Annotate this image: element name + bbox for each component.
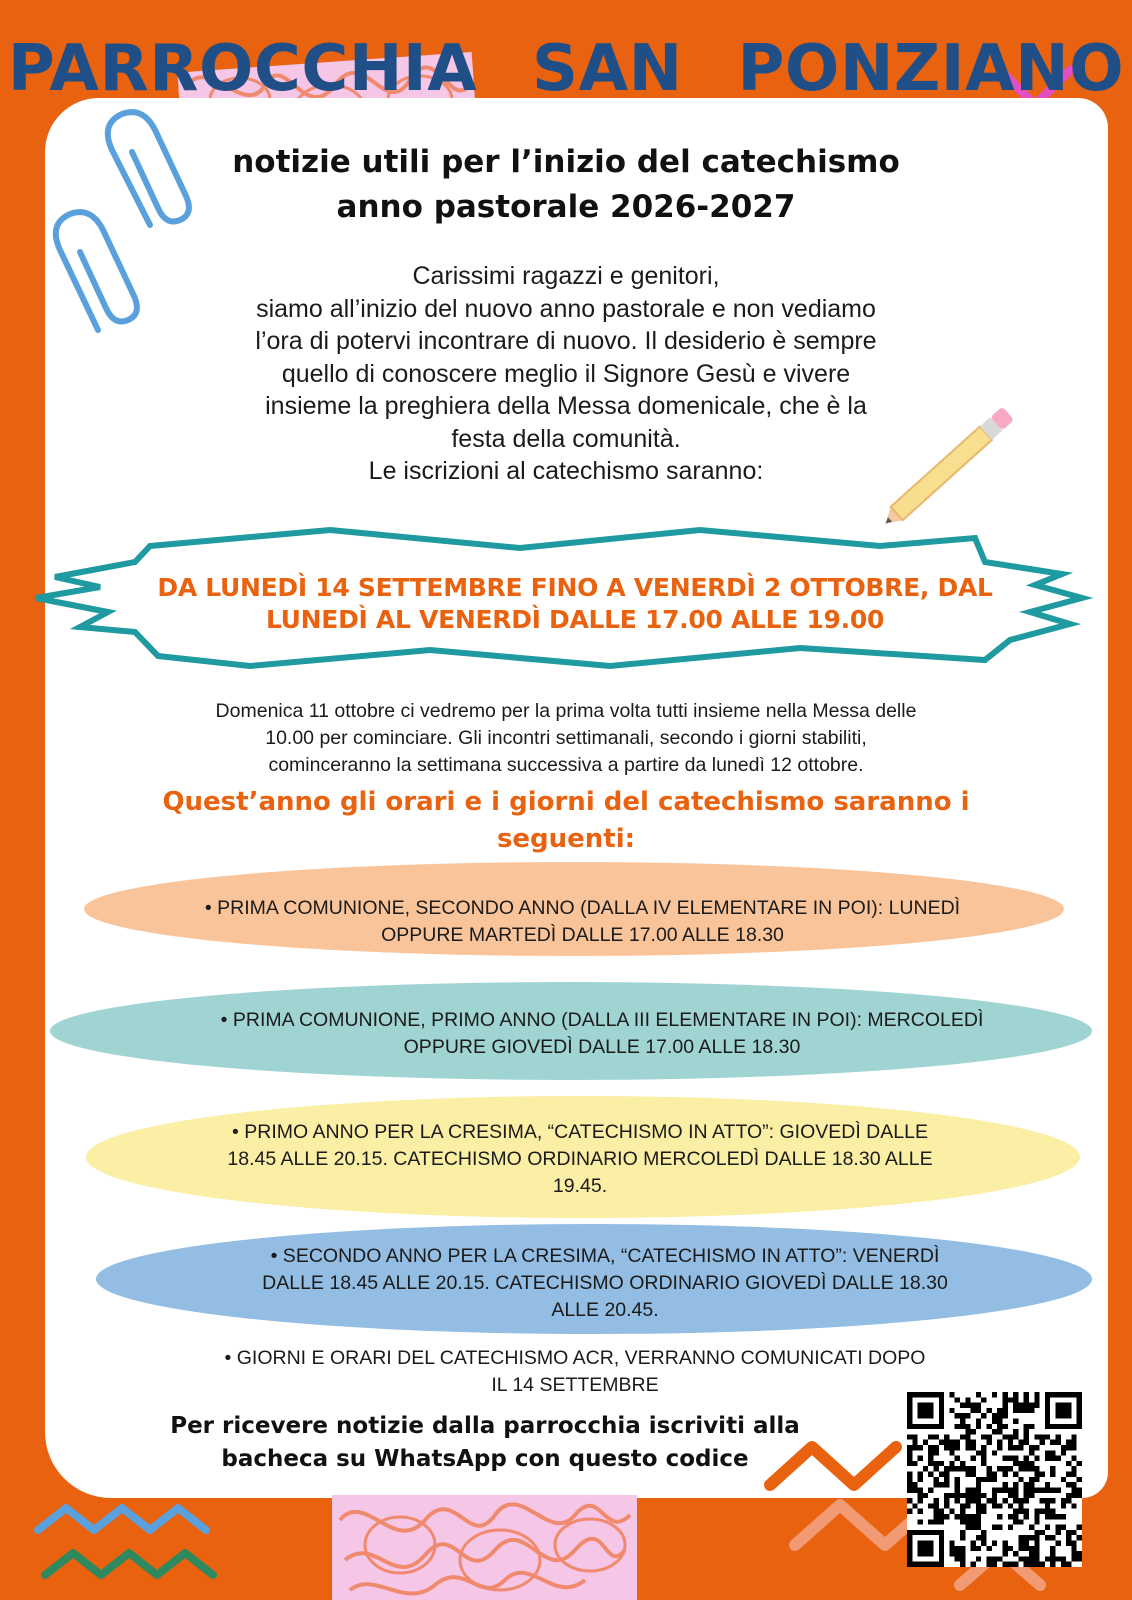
intro-line: Carissimi ragazzi e genitori,: [412, 262, 720, 290]
whatsapp-note: [120, 1410, 850, 1476]
schedule-line: • GIORNI E ORARI DEL CATECHISMO ACR, VERRANNO COMUNICATI DOPO: [224, 1347, 926, 1369]
registration-line: DA LUNEDÌ 14 SETTEMBRE FINO A VENERDÌ 2 OTTOBRE, DAL: [157, 573, 993, 602]
subtitle-line: notizie utili per l’inizio del catechismo: [232, 144, 900, 180]
schedule-line: DALLE 18.45 ALLE 20.15. CATECHISMO ORDINARIO GIOVEDÌ DALLE 18.30: [262, 1272, 948, 1294]
schedule-line: 19.45.: [552, 1175, 608, 1197]
whatsapp-line: bacheca su WhatsApp con questo codice: [221, 1446, 749, 1472]
schedule-line: 18.45 ALLE 20.15. CATECHISMO ORDINARIO MERCOLEDÌ DALLE 18.30 ALLE: [227, 1148, 933, 1170]
schedule-line: ALLE 20.45.: [551, 1299, 659, 1321]
intro-line: festa della comunità.: [451, 424, 681, 453]
intro-line: Le iscrizioni al catechismo saranno:: [368, 457, 764, 485]
whatsapp-line: Per ricevere notizie dalla parrocchia iscriviti alla: [170, 1413, 800, 1439]
schedule-item-4: [180, 1243, 1030, 1324]
parish-name: SAN PONZIANO: [532, 32, 1125, 106]
schedule-item-1: [100, 895, 1065, 949]
sunday-line: 10.00 per cominciare. Gli incontri settimanali, secondo i giorni stabiliti,: [265, 727, 867, 749]
schedule-item-2: [112, 1007, 1092, 1061]
schedule-line: • PRIMA COMUNIONE, PRIMO ANNO (DALLA III ELEMENTARE IN POI): MERCOLEDÌ: [220, 1009, 984, 1031]
schedule-item-5: [140, 1345, 1010, 1399]
schedule-heading-line: seguenti:: [496, 824, 636, 854]
schedule-line: • SECONDO ANNO PER LA CRESIMA, “CATECHISMO IN ATTO”: VENERDÌ: [270, 1245, 940, 1267]
schedule-line: OPPURE GIOVEDÌ DALLE 17.00 ALLE 18.30: [403, 1036, 801, 1058]
subtitle-line: anno pastorale 2026-2027: [336, 189, 796, 225]
schedule-line: IL 14 SETTEMBRE: [491, 1374, 659, 1396]
intro-line: insieme la preghiera della Messa domenicale, che è la: [265, 392, 867, 420]
schedule-line: OPPURE MARTEDÌ DALLE 17.00 ALLE 18.30: [381, 924, 784, 946]
sunday-paragraph: [85, 698, 1047, 779]
parish-word: PARROCCHIA: [7, 32, 478, 106]
schedule-heading: [90, 784, 1042, 858]
schedule-line: • PRIMO ANNO PER LA CRESIMA, “CATECHISMO IN ATTO”: GIOVEDÌ DALLE: [232, 1121, 928, 1143]
registration-line: LUNEDÌ AL VENERDÌ DALLE 17.00 ALLE 19.00: [265, 605, 885, 634]
intro-line: l’ora di potervi incontrare di nuovo. Il desiderio è sempre: [255, 327, 877, 355]
intro-paragraph: [120, 260, 1012, 488]
intro-line: quello di conoscere meglio il Signore Gesù e vivere: [281, 359, 851, 388]
schedule-heading-line: Quest’anno gli orari e i giorni del catechismo saranno i: [162, 787, 970, 817]
qr-code[interactable]: [907, 1392, 1082, 1567]
registration-dates: [110, 572, 1040, 636]
bottom-tape-scribble: [332, 1495, 637, 1600]
schedule-line: • PRIMA COMUNIONE, SECONDO ANNO (DALLA IV ELEMENTARE IN POI): LUNEDÌ: [204, 897, 961, 919]
subtitle: [60, 140, 1072, 230]
schedule-item-3: [140, 1119, 1020, 1200]
sunday-line: Domenica 11 ottobre ci vedremo per la prima volta tutti insieme nella Messa delle: [215, 700, 917, 722]
sunday-line: cominceranno la settimana successiva a partire da lunedì 12 ottobre.: [268, 754, 864, 776]
bottom-left-zigzag: [38, 1508, 213, 1575]
intro-line: siamo all’inizio del nuovo anno pastorale e non vediamo: [256, 294, 876, 323]
parish-title: [0, 34, 1132, 104]
